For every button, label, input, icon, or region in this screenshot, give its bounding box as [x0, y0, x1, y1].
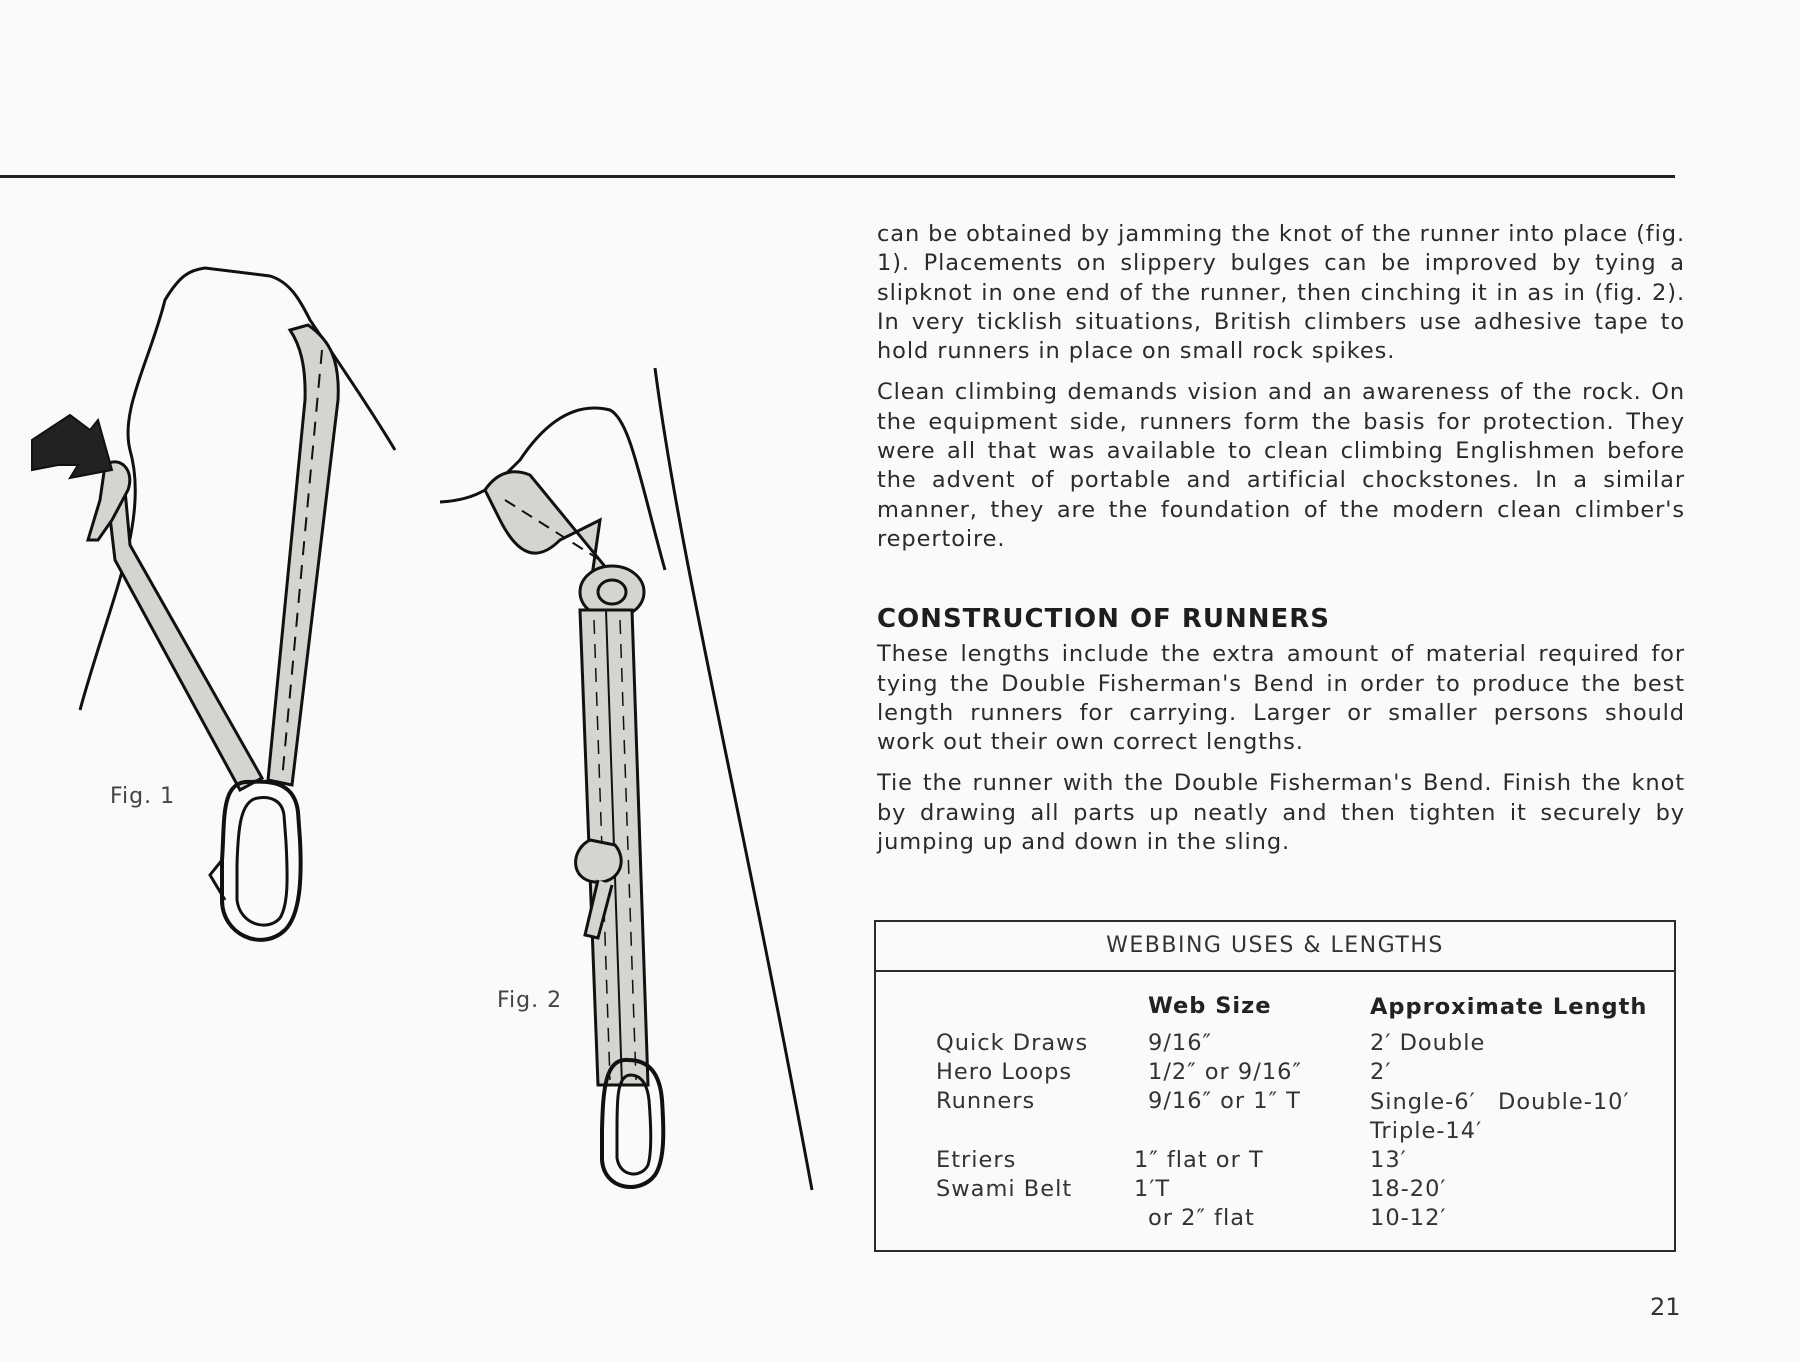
fig2-label: Fig. 2 — [497, 988, 563, 1013]
section-heading: CONSTRUCTION OF RUNNERS — [877, 604, 1331, 635]
body-paragraph: Clean climbing demands vision and an awareness of the rock. On the equipment side, runners form the basis for protection. They were all that was available to clean climbing Englishmen before the advent of portable and artificial chockstones. In a similar manner, they are the foundation of the modern clean climber's repertoire. — [877, 379, 1685, 552]
table-title: WEBBING USES & LENGTHS — [876, 922, 1674, 972]
use-cell: Hero Loops — [936, 1059, 1073, 1085]
length-cell: 2′ Double — [1370, 1030, 1486, 1056]
col-header-web-size: Web Size — [1148, 993, 1272, 1019]
figures-area — [0, 0, 860, 1358]
size-cell: or 2″ flat — [1148, 1205, 1255, 1231]
fig1-carabiner — [222, 782, 301, 940]
section-paragraph: Tie the runner with the Double Fisherman's Bend. Finish the knot by drawing all parts up neatly and then tighten it securely by jumping up and down in the sling. — [877, 770, 1685, 856]
fig2-rock-wall — [655, 368, 812, 1190]
size-cell: 1′T — [1134, 1176, 1171, 1202]
length-cell: Triple-14′ — [1370, 1118, 1483, 1144]
use-cell: Runners — [936, 1088, 1036, 1114]
use-cell: Etriers — [936, 1147, 1017, 1173]
length-cell: 18-20′ — [1370, 1176, 1447, 1202]
size-cell: 1″ flat or T — [1134, 1147, 1264, 1173]
text-column — [877, 220, 1685, 869]
page-number: 21 — [1650, 1293, 1681, 1321]
use-cell: Quick Draws — [936, 1030, 1089, 1056]
length-cell: 13′ — [1370, 1147, 1407, 1173]
use-cell: Swami Belt — [936, 1176, 1073, 1202]
fig2-mid-knot — [576, 840, 622, 882]
section-paragraph: These lengths include the extra amount of material required for tying the Double Fisherman's Bend in order to produce the best length runners for carrying. Larger or smaller persons should work out their own correct lengths. — [877, 641, 1685, 756]
runner-illustrations — [0, 0, 860, 1358]
body-paragraph: can be obtained by jamming the knot of the runner into place (fig. 1). Placements on slippery bulges can be improved by tying a slipknot in one end of the runner, then cinching it in as in (fig. 2). In very ticklish situations, British climbers use adhesive tape to hold runners in place on small rock spikes. — [877, 221, 1685, 365]
col-header-length: Approximate Length — [1370, 994, 1648, 1020]
size-cell: 9/16″ — [1148, 1030, 1212, 1056]
fig1-label: Fig. 1 — [110, 784, 176, 809]
length-cell: 2′ — [1370, 1059, 1392, 1085]
length-cell: Double-10′ — [1498, 1089, 1630, 1115]
fig1-arrow-icon — [32, 415, 112, 478]
length-cell: Single-6′ — [1370, 1089, 1476, 1115]
webbing-table — [874, 920, 1676, 1252]
size-cell: 9/16″ or 1″ T — [1148, 1088, 1301, 1114]
size-cell: 1/2″ or 9/16″ — [1148, 1059, 1302, 1085]
length-cell: 10-12′ — [1370, 1205, 1447, 1231]
